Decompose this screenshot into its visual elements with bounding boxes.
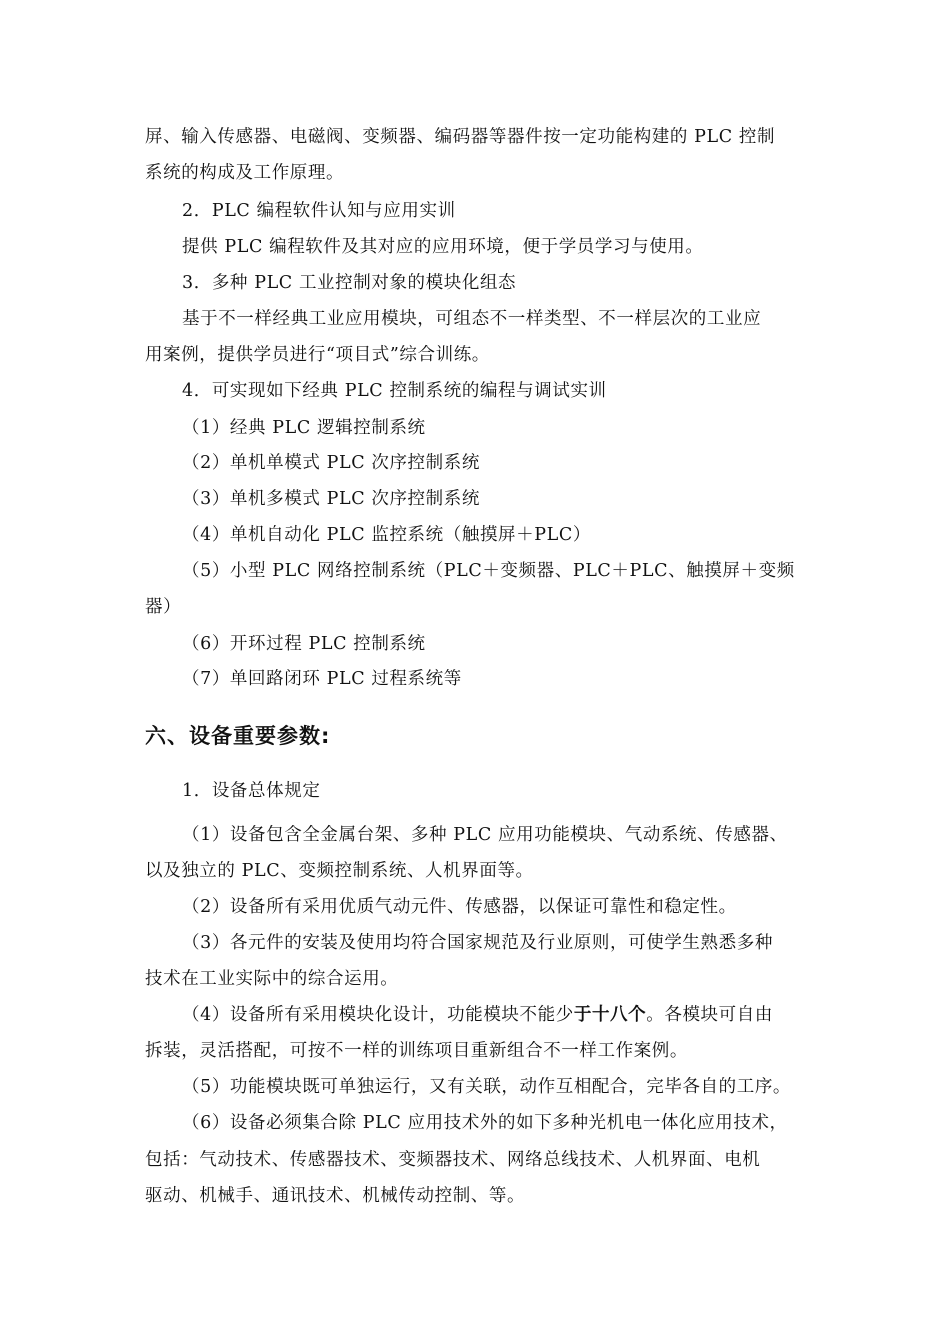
list-item: （2）单机单模式 PLC 次序控制系统	[182, 453, 480, 473]
text-line: 提供 PLC 编程软件及其对应的应用环境，便于学员学习与使用。	[182, 237, 704, 257]
item-title: 4．可实现如下经典 PLC 控制系统的编程与调试实训	[182, 381, 607, 401]
text-line: 基于不一样经典工业应用模块，可组态不一样类型、不一样层次的工业应	[182, 309, 762, 329]
section-heading: 六、设备重要参数:	[145, 724, 331, 748]
list-item: （1）经典 PLC 逻辑控制系统	[182, 418, 426, 438]
text-line	[182, 1003, 872, 1027]
text-line: （3）各元件的安装及使用均符合国家规范及行业原则，可使学生熟悉多种	[182, 933, 773, 953]
text-line: （2）设备所有采用优质气动元件、传感器，以保证可靠性和稳定性。	[182, 897, 737, 917]
text-line: 以及独立的 PLC、变频控制系统、人机界面等。	[145, 861, 534, 881]
text-line: 驱动、机械手、通讯技术、机械传动控制、等。	[145, 1186, 526, 1206]
text-span: 。各模块可自由	[646, 1005, 773, 1025]
text-span: （4）设备所有采用模块化设计，功能模块不能少	[182, 1005, 574, 1025]
list-item: （5）小型 PLC 网络控制系统（PLC＋变频器、PLC＋PLC、触摸屏＋变频	[182, 561, 795, 581]
text-line: 技术在工业实际中的综合运用。	[145, 969, 399, 989]
list-item-continued: 器）	[145, 597, 182, 617]
text-line: （6）设备必须集合除 PLC 应用技术外的如下多种光机电一体化应用技术，	[182, 1113, 788, 1133]
text-line: 用案例，提供学员进行“项目式”综合训练。	[145, 345, 490, 365]
text-line: （5）功能模块既可单独运行，又有关联，动作互相配合，完毕各自的工序。	[182, 1077, 792, 1097]
item-title: 2．PLC 编程软件认知与应用实训	[182, 201, 456, 221]
list-item: （3）单机多模式 PLC 次序控制系统	[182, 489, 480, 509]
bold-emphasis: 于十八个	[573, 1005, 647, 1025]
text-line: 拆装，灵活搭配，可按不一样的训练项目重新组合不一样工作案例。	[145, 1041, 688, 1061]
item-title: 3．多种 PLC 工业控制对象的模块化组态	[182, 273, 517, 293]
list-item: （7）单回路闭环 PLC 过程系统等	[182, 669, 462, 689]
text-line: 包括：气动技术、传感器技术、变频器技术、网络总线技术、人机界面、电机	[145, 1150, 761, 1170]
text-line: 屏、输入传感器、电磁阀、变频器、编码器等器件按一定功能构建的 PLC 控制	[145, 127, 776, 147]
text-line: 系统的构成及工作原理。	[145, 163, 345, 183]
text-line: （1）设备包含全金属台架、多种 PLC 应用功能模块、气动系统、传感器、	[182, 825, 788, 845]
list-item: （6）开环过程 PLC 控制系统	[182, 634, 426, 654]
item-title: 1．设备总体规定	[182, 781, 321, 801]
list-item: （4）单机自动化 PLC 监控系统（触摸屏＋PLC）	[182, 525, 591, 545]
